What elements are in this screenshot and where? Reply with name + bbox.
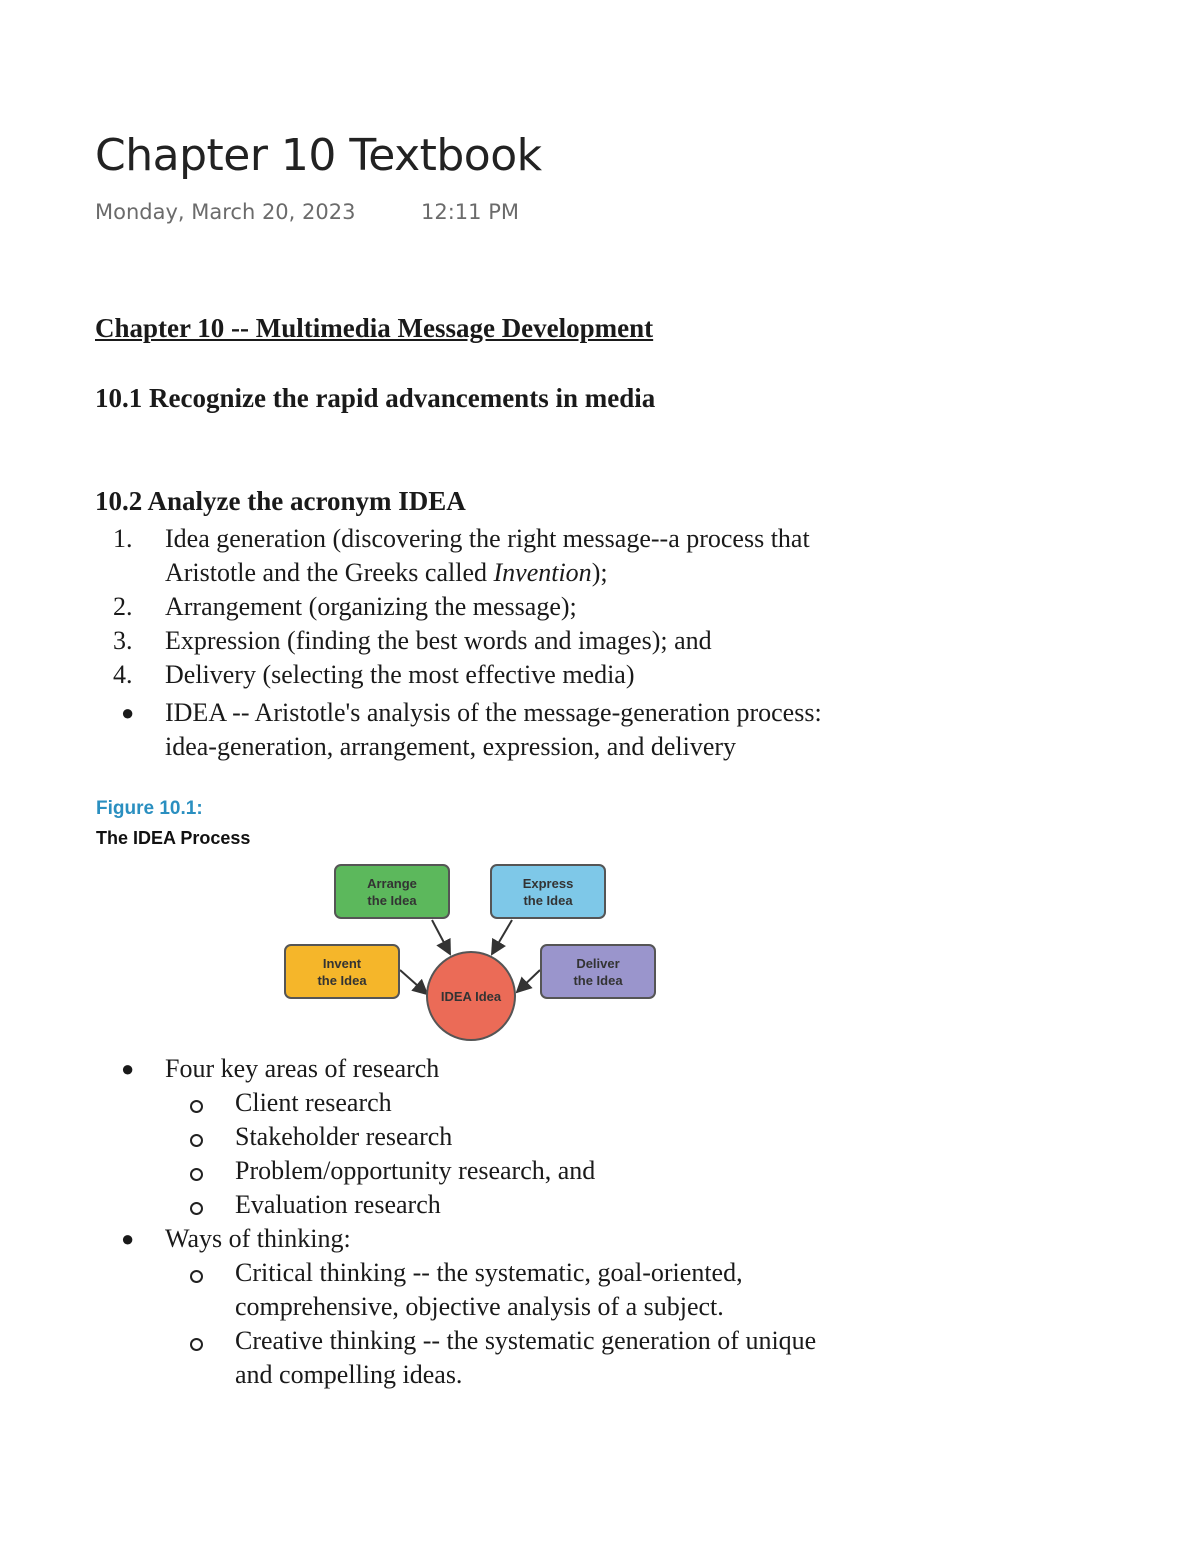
sub-list-item [95,1154,835,1188]
idea-numbered-list [95,522,835,692]
bullet-icon: ● [121,700,135,725]
arrange-node: Arrange the Idea [334,864,450,919]
list-item-text: Four key areas of research [165,1054,440,1083]
deliver-node: Deliver the Idea [540,944,656,999]
page-time: 12:11 PM [421,200,519,224]
sub-list-item [95,1120,835,1154]
list-item [95,522,835,590]
research-sub-list [95,1086,835,1222]
list-item [95,696,835,764]
research-thinking-list [95,1052,835,1392]
list-number: 3. [113,626,133,655]
list-item-text: IDEA -- Aristotle's analysis of the message-generation process: idea-generation, arrangement, expression, and delivery [165,698,822,761]
arrow-arrange [432,920,450,954]
idea-bullet-list [95,696,835,764]
list-item-text: Expression (finding the best words and images); and [165,626,712,655]
thinking-sub-list [95,1256,835,1392]
list-number: 2. [113,592,133,621]
sub-list-item [95,1324,835,1392]
hollow-bullet-icon [190,1134,203,1147]
list-item-text: Delivery (selecting the most effective media) [165,660,635,689]
bullet-icon: ● [121,1226,135,1251]
sub-list-wrapper [95,1086,835,1222]
list-item [95,624,835,658]
page-title: Chapter 10 Textbook [95,130,542,181]
list-item-text: Ways of thinking: [165,1224,351,1253]
list-item-text: Arrangement (organizing the message); [165,592,577,621]
invent-node: Invent the Idea [284,944,400,999]
sub-list-item-text: Evaluation research [235,1190,441,1219]
chapter-heading: Chapter 10 -- Multimedia Message Development [95,313,654,343]
list-number: 4. [113,660,133,689]
arrow-invent [400,970,427,994]
express-node: Express the Idea [490,864,606,919]
hollow-bullet-icon [190,1168,203,1181]
idea-center-node: IDEA Idea [426,951,516,1041]
sub-list-item [95,1188,835,1222]
page-date: Monday, March 20, 2023 [95,200,356,224]
figure-label: Figure 10.1: [96,798,203,819]
hollow-bullet-icon [190,1100,203,1113]
list-number: 1. [113,524,133,553]
section-10-1-heading: 10.1 Recognize the rapid advancements in media [95,383,656,413]
idea-process-diagram [280,858,665,1048]
sub-list-item-text: Critical thinking -- the systematic, goal-oriented, comprehensive, objective analysis of a subject. [235,1258,743,1321]
sub-list-item-text: Problem/opportunity research, and [235,1156,596,1185]
list-item-tail: ); [591,558,608,587]
section-10-2-heading: 10.2 Analyze the acronym IDEA [95,486,466,516]
arrow-express [492,920,512,954]
sub-list-item-text: Creative thinking -- the systematic generation of unique and compelling ideas. [235,1326,817,1389]
sub-list-item-text: Stakeholder research [235,1122,453,1151]
sub-list-wrapper [95,1256,835,1392]
list-item [95,1052,835,1086]
hollow-bullet-icon [190,1202,203,1215]
bullet-icon: ● [121,1056,135,1081]
hollow-bullet-icon [190,1270,203,1283]
list-item [95,590,835,624]
arrow-deliver [517,970,540,992]
invention-term: Invention [493,558,592,587]
sub-list-item [95,1086,835,1120]
list-item-text: Idea generation (discovering the right message--a process that Aristotle and the Greeks called [165,524,810,587]
hollow-bullet-icon [190,1338,203,1351]
sub-list-item-text: Client research [235,1088,392,1117]
list-item [95,1222,835,1256]
list-item [95,658,835,692]
sub-list-item [95,1256,835,1324]
figure-title: The IDEA Process [96,828,251,848]
